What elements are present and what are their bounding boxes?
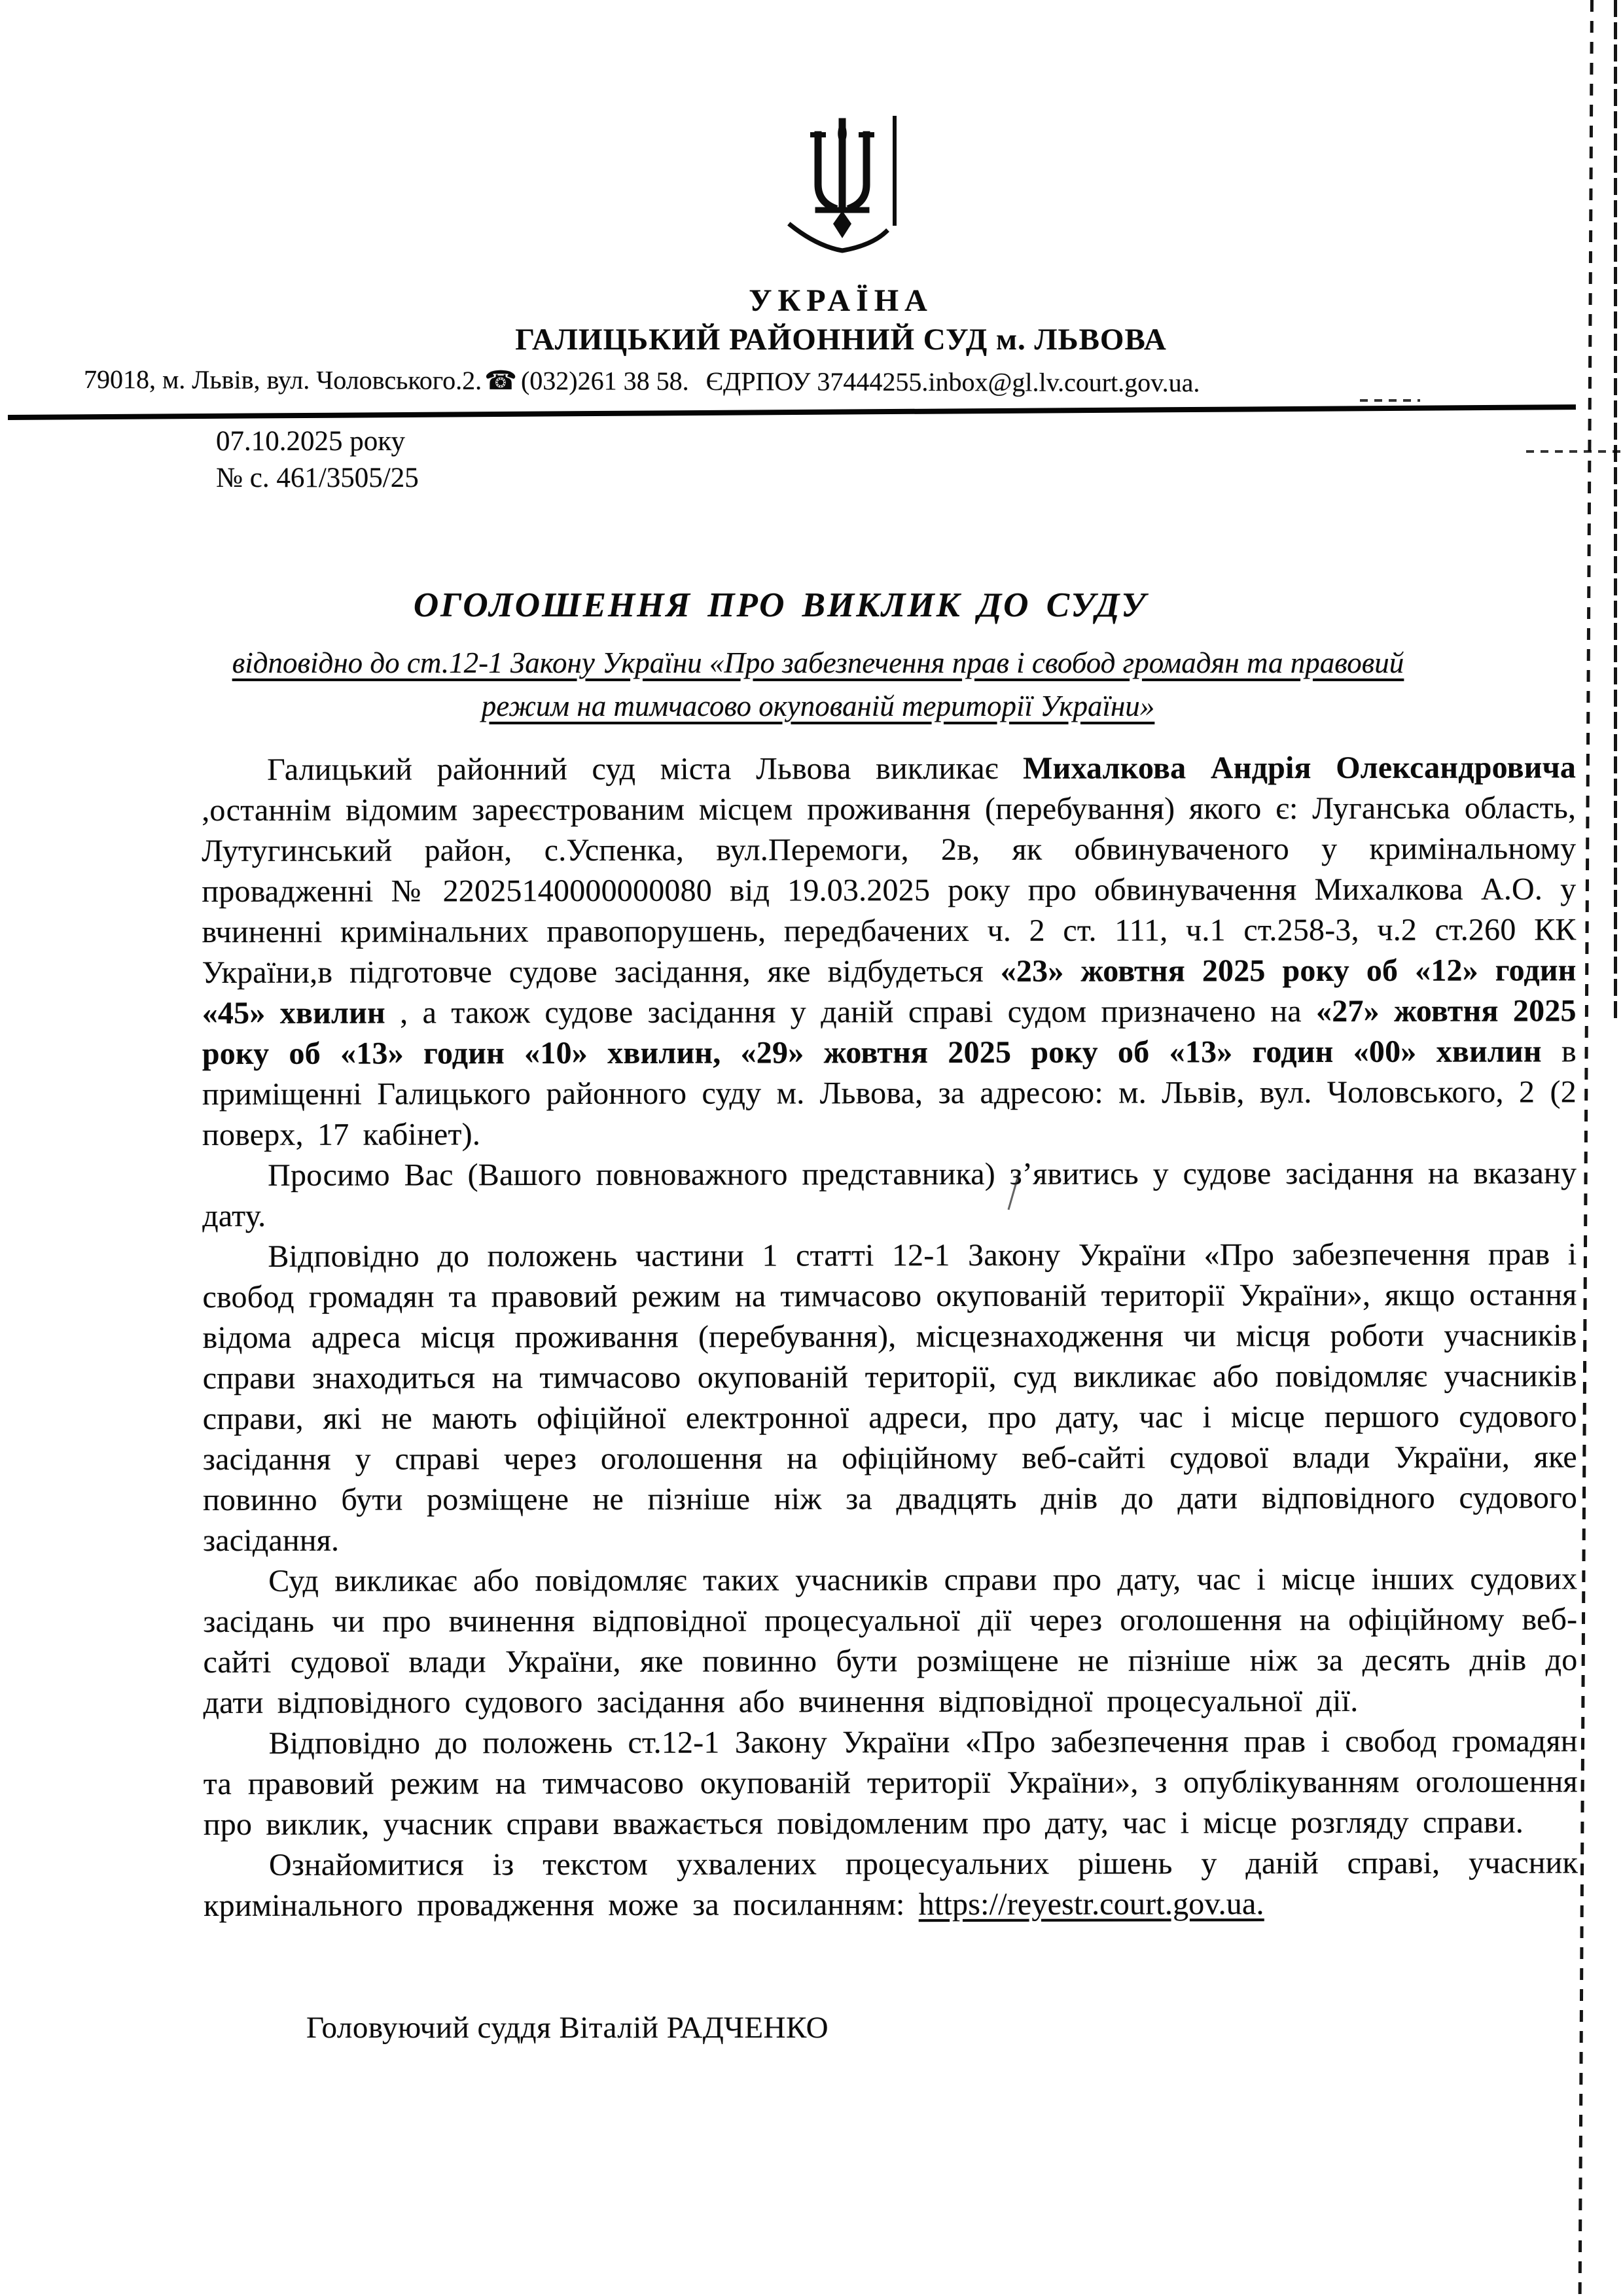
paragraph-law-part1: Відповідно до положень частини 1 статті 12-1 Закону України «Про забезпечення прав і свобод громадян та правовий режим на тимчасово окупованій території України», якщо остання відома адреса місця проживання (перебування), місцезнаходження чи місця роботи учасників справи знаходиться на тимчасово окупованій території, суд викликає або повідомляє учасників справи, які не мають офіційної електронної адреси, про дату, час і місце першого судового засідання у справі через оголошення на офіційному веб-сайті судової влади України, яке повинно бути розміщене не пізніше ніж за двадцять днів до дати відповідного судового засідання. [202, 1237, 1578, 1558]
scan-artifact-vertical-line [1614, 0, 1617, 1021]
text-run: ,останнім відомим зареєстрованим місцем проживання (перебування) якого є: Луганська область, Лутугинський район, с.Успенка, вул.Перемоги, 2в, як обвинуваченого у кримінальному провадженні № 22025140000000080 від 19.03.2025 року про обвинувачення Михалкова А.О. у вчиненні кримінальних правопорушень, передбачених ч. 2 ст. 111, ч.1 ст.258-3, ч.2 ст.260 КК України,в підготовче судове засідання, яке відбудеться [202, 790, 1577, 990]
paragraph-appearance-request: Просимо Вас (Вашого повноважного представника) з’явитись у судове засідання на вказану дату. [202, 1156, 1577, 1233]
hearing-date-1: «23» жовтня 2025 року об «12» годин «45» хвилин [202, 953, 1577, 1031]
header-divider [8, 404, 1576, 420]
text-run: , а також судове засідання у даній справі судом призначено на [385, 994, 1317, 1031]
document-date: 07.10.2025 року [216, 426, 406, 457]
phone-icon: ☎ [484, 365, 518, 397]
paragraph-other-hearings: Суд викликає або повідомляє таких учасників справи про дату, час і місце інших судових засідань чи про вчинення відповідної процесуальної дії через оголошення на офіційному веб-сайті судової влади України, яке повинно бути розміщене не пізніше ніж за десять днів до дати відповідного судового засідання або вчинення відповідної процесуальної дії. [203, 1561, 1578, 1720]
court-email: inbox@gl.lv.court.gov.ua. [928, 367, 1200, 398]
court-registry-link[interactable]: https://reyestr.court.gov.ua. [918, 1886, 1264, 1922]
scan-artifact-dash [1360, 399, 1420, 402]
court-phone: (032)261 38 58. [520, 366, 689, 396]
court-name: ГАЛИЦЬКИЙ РАЙОННИЙ СУД м. ЛЬВОВА [515, 323, 1167, 357]
document-title: ОГОЛОШЕННЯ ПРО ВИКЛИК ДО СУДУ [413, 586, 1148, 624]
text-run: Галицький районний суд міста Львова викликає [267, 751, 1024, 787]
court-address: 79018, м. Львів, вул. Чоловського.2. [83, 364, 482, 395]
hearing-dates-2-3: «27» жовтня 2025 року об «13» годин «10» хвилин, «29» жовтня 2025 року об «13» годин «00» хвилин [202, 993, 1577, 1071]
ukraine-trident-icon [779, 111, 923, 265]
paragraph-notification-effect: Відповідно до положень ст.12-1 Закону України «Про забезпечення прав і свобод громадян та правовий режим на тимчасово окупованій території України», з опублікуванням оголошення про виклик, учасник справи вважається повідомленим про дату, час і місце розгляду справи. [203, 1723, 1578, 1842]
letterhead-contact-line [84, 364, 1582, 399]
document-subtitle: відповідно до ст.12-1 Закону України «Про забезпечення прав і свобод громадян та правовий режим на тимчасово окупованій території України» [232, 646, 1404, 722]
document-body [202, 747, 1578, 1926]
text-run: Ознайомитися із текстом ухвалених процесуальних рішень у даній справі, учасник кримінального провадження може за посиланням: [204, 1845, 1578, 1923]
paragraph-summons [202, 747, 1577, 1156]
trident-svg [779, 111, 923, 265]
scan-artifact-dash [1526, 450, 1622, 453]
case-reference-number: № с. 461/3505/25 [216, 463, 419, 493]
judge-signature-line: Головуючий суддя Віталій РАДЧЕНКО [306, 2011, 829, 2045]
paragraph-decisions-access [204, 1843, 1578, 1926]
country-name: УКРАЇНА [749, 283, 933, 318]
defendant-name: Михалкова Андрія Олександровича [1023, 750, 1577, 786]
text-run: в приміщенні Галицького районного суду м. Львова, за адресою: м. Львів, вул. Чоловського, 2 (2 поверх, 17 кабінет). [202, 1034, 1577, 1152]
court-edrpou: ЄДРПОУ 37444255. [705, 366, 929, 397]
